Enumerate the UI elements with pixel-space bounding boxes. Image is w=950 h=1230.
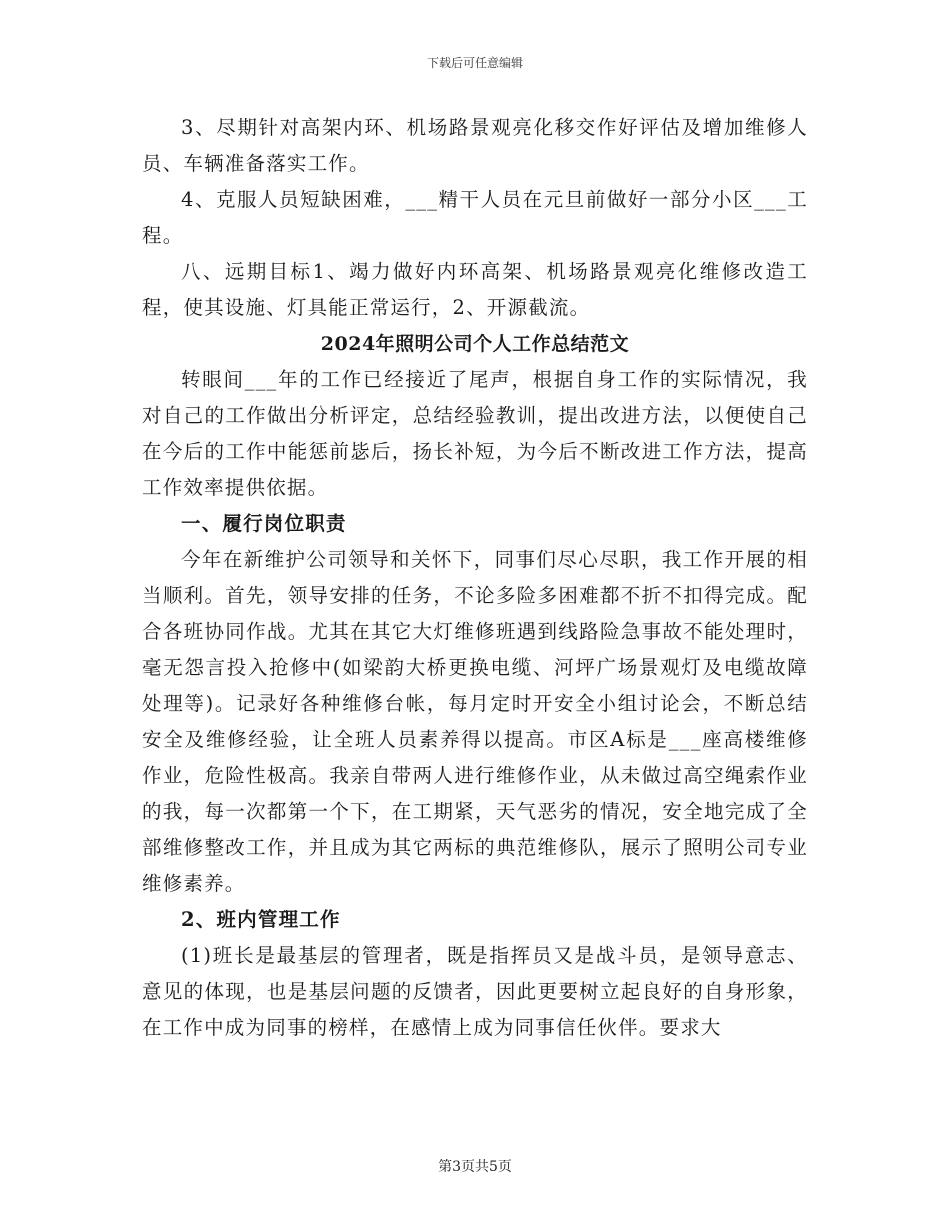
section-heading: 2、班内管理工作: [181, 908, 341, 931]
section-heading: 一、履行岗位职责: [181, 512, 347, 535]
paragraph: 今年在新维护公司领导和关怀下，同事们尽心尽职，我工作开展的相当顺利。首先，领导安排的任务，不论多险多困难都不折不扣得完成。配合各班协同作战。尤其在其它大灯维修班遇到线路险急事故不能处理时，毫无怨言投入抢修中(如梁韵大桥更换电缆、河坪广场景观灯及电缆故障处理等)。记录好各种维修台帐，每月定时开安全小组讨论会，不断总结安全及维修经验，让全班人员素养得以提高。市区A标是___座高楼维修作业，危险性极高。我亲自带两人进行维修作业，从未做过高空绳索作业的我，每一次都第一个下，在工期紧，天气恶劣的情况，安全地完成了全部维修整改工作，并且成为其它两标的典范维修队，展示了照明公司专业维修素养。: [142, 548, 808, 895]
paragraph: 八、远期目标1、竭力做好内环高架、机场路景观亮化维修改造工程，使其设施、灯具能正常运行，2、开源截流。: [142, 260, 808, 319]
page-header: 下载后可任意编辑: [426, 56, 523, 70]
paragraph: 3、尽期针对高架内环、机场路景观亮化移交作好评估及增加维修人员、车辆准备落实工作。: [142, 116, 808, 175]
paragraph: 转眼间___年的工作已经接近了尾声，根据自身工作的实际情况，我对自己的工作做出分析评定，总结经验教训，提出改进方法，以便使自己在今后的工作中能惩前毖后，扬长补短，为今后不断改进工作方法，提高工作效率提供依据。: [142, 368, 808, 499]
page-number: 第3页共5页: [438, 1159, 512, 1175]
paragraph: 4、克服人员短缺困难，___精干人员在元旦前做好一部分小区___工程。: [142, 188, 808, 247]
paragraph: (1)班长是最基层的管理者，既是指挥员又是战斗员，是领导意志、意见的体现，也是基层问题的反馈者，因此更要树立起良好的自身形象，在工作中成为同事的榜样，在感情上成为同事信任伙伴。要求大: [142, 944, 808, 1039]
document-body: [142, 110, 808, 1046]
document-title: 2024年照明公司个人工作总结范文: [320, 333, 630, 355]
